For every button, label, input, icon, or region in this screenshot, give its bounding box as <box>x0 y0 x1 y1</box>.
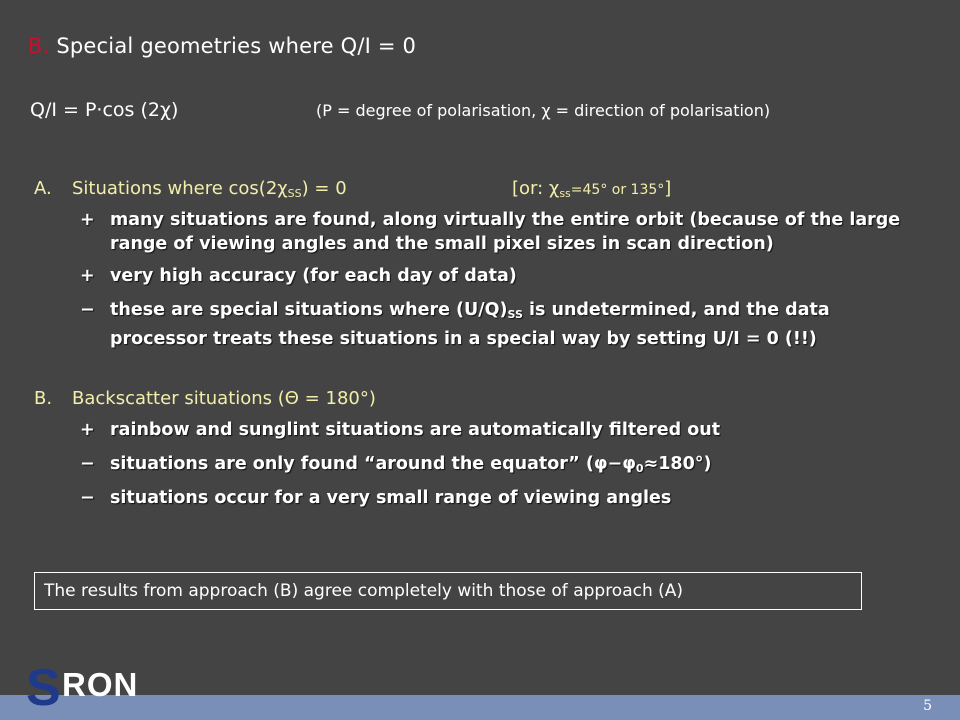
bullet-text <box>110 298 920 351</box>
bullet-text-suffix: is undetermined, and the data processor treats these situations in a special way by setting U/I = 0 (!!) <box>110 300 830 349</box>
page-number: 5 <box>923 698 932 714</box>
logo-ron: RON <box>62 666 139 703</box>
section-a-bullet-1 <box>80 208 920 254</box>
formula-expression: Q/I = P·cos (2χ) <box>30 99 179 121</box>
bullet-text-prefix: situations are only found “around the equator” (φ−φ <box>110 454 636 474</box>
bullet-symbol: + <box>80 210 95 230</box>
section-a-alt-prefix: [or: χ <box>512 178 560 199</box>
bullet-text-suffix: ≈180°) <box>643 454 712 474</box>
bullet-symbol: + <box>80 266 95 286</box>
conclusion-box: The results from approach (B) agree completely with those of approach (A) <box>34 572 862 610</box>
section-a-alt <box>512 178 671 200</box>
section-a-number: A. <box>34 178 52 199</box>
section-a-heading-prefix: Situations where cos(2χ <box>72 178 288 199</box>
bullet-text: situations occur for a very small range of viewing angles <box>110 488 672 508</box>
section-a-bullet-2 <box>80 264 920 288</box>
section-a-alt-close: ] <box>664 178 672 199</box>
bullet-symbol: − <box>80 300 95 320</box>
title-letter: B. <box>28 34 50 58</box>
section-a-heading <box>34 178 347 200</box>
bullet-text <box>110 452 920 481</box>
formula-note: (P = degree of polarisation, χ = direction of polarisation) <box>316 101 771 120</box>
slide-title <box>28 34 416 58</box>
section-a-alt-value: =45° or 135° <box>570 182 665 198</box>
bullet-text-sub: SS <box>507 308 523 321</box>
section-a-heading-sub: SS <box>287 187 302 200</box>
section-b-heading <box>34 388 376 409</box>
bullet-text-sub: 0 <box>635 462 644 475</box>
title-text: Special geometries where Q/I = 0 <box>56 34 417 58</box>
section-b-bullet-1 <box>80 418 920 442</box>
section-b-bullet-2 <box>80 452 920 476</box>
section-a-alt-sub: ss <box>559 187 571 200</box>
bullet-symbol: − <box>80 454 95 474</box>
sron-logo <box>26 659 156 717</box>
logo-s: S <box>26 659 59 717</box>
bullet-text-prefix: these are special situations where (U/Q) <box>110 300 508 320</box>
section-a-bullet-3 <box>80 298 920 349</box>
bullet-symbol: + <box>80 420 95 440</box>
bullet-symbol: − <box>80 488 95 508</box>
bullet-text: very high accuracy (for each day of data) <box>110 266 517 286</box>
section-a-heading-suffix: ) = 0 <box>301 178 347 199</box>
section-b-heading-text: Backscatter situations (Θ = 180°) <box>72 388 376 409</box>
bullet-text: many situations are found, along virtually the entire orbit (because of the large range of viewing angles and the small pixel sizes in scan direction) <box>110 210 901 254</box>
bullet-text: rainbow and sunglint situations are automatically filtered out <box>110 420 721 440</box>
section-b-number: B. <box>34 388 53 409</box>
section-b-bullet-3 <box>80 486 920 510</box>
